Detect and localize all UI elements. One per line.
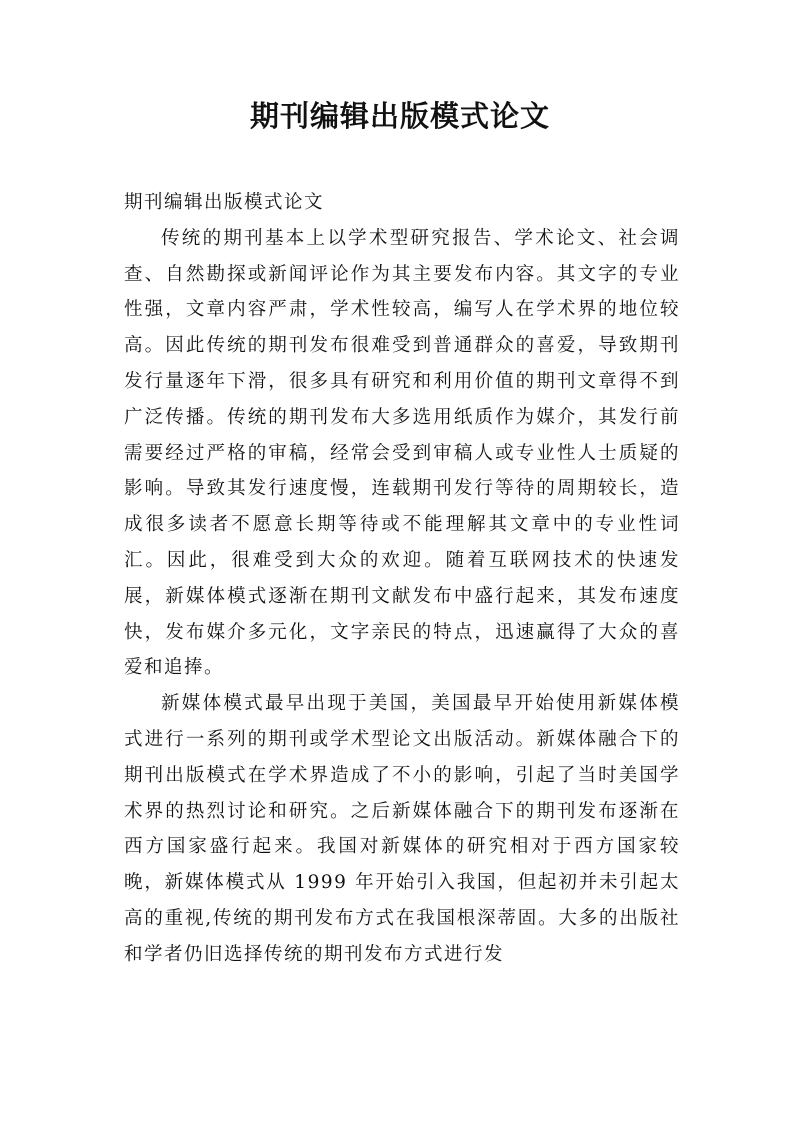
document-body xyxy=(124,185,680,973)
paragraph-1: 传统的期刊基本上以学术型研究报告、学术论文、社会调查、自然勘探或新闻评论作为其主要发布内容。其文字的专业性强，文章内容严肃，学术性较高，编写人在学术界的地位较高。因此传统的期刊发布很难受到普通群众的喜爱，导致期刊发行量逐年下滑，很多具有研究和利用价值的期刊文章得不到广泛传播。传统的期刊发布大多选用纸质作为媒介，其发行前需要经过严格的审稿，经常会受到审稿人或专业性人士质疑的影响。导致其发行速度慢，连载期刊发行等待的周期较长，造成很多读者不愿意长期等待或不能理解其文章中的专业性词汇。因此，很难受到大众的欢迎。随着互联网技术的快速发展，新媒体模式逐渐在期刊文献发布中盛行起来，其发布速度快，发布媒介多元化，文字亲民的特点，迅速赢得了大众的喜爱和追捧。 xyxy=(124,227,680,679)
document-title: 期刊编辑出版模式论文 xyxy=(249,99,550,133)
paragraph-2: 新媒体模式最早出现于美国，美国最早开始使用新媒体模式进行一系列的期刊或学术型论文出版活动。新媒体融合下的期刊出版模式在学术界造成了不小的影响，引起了当时美国学术界的热烈讨论和研究。之后新媒体融合下的期刊发布逐渐在西方国家盛行起来。我国对新媒体的研究相对于西方国家较晚，新媒体模式从 1999 年开始引入我国，但起初并未引起太高的重视,传统的期刊发布方式在我国根深蒂固。大多的出版社和学者仍旧选择传统的期刊发布方式进行发 xyxy=(124,693,680,965)
document-subtitle: 期刊编辑出版模式论文 xyxy=(124,192,325,213)
